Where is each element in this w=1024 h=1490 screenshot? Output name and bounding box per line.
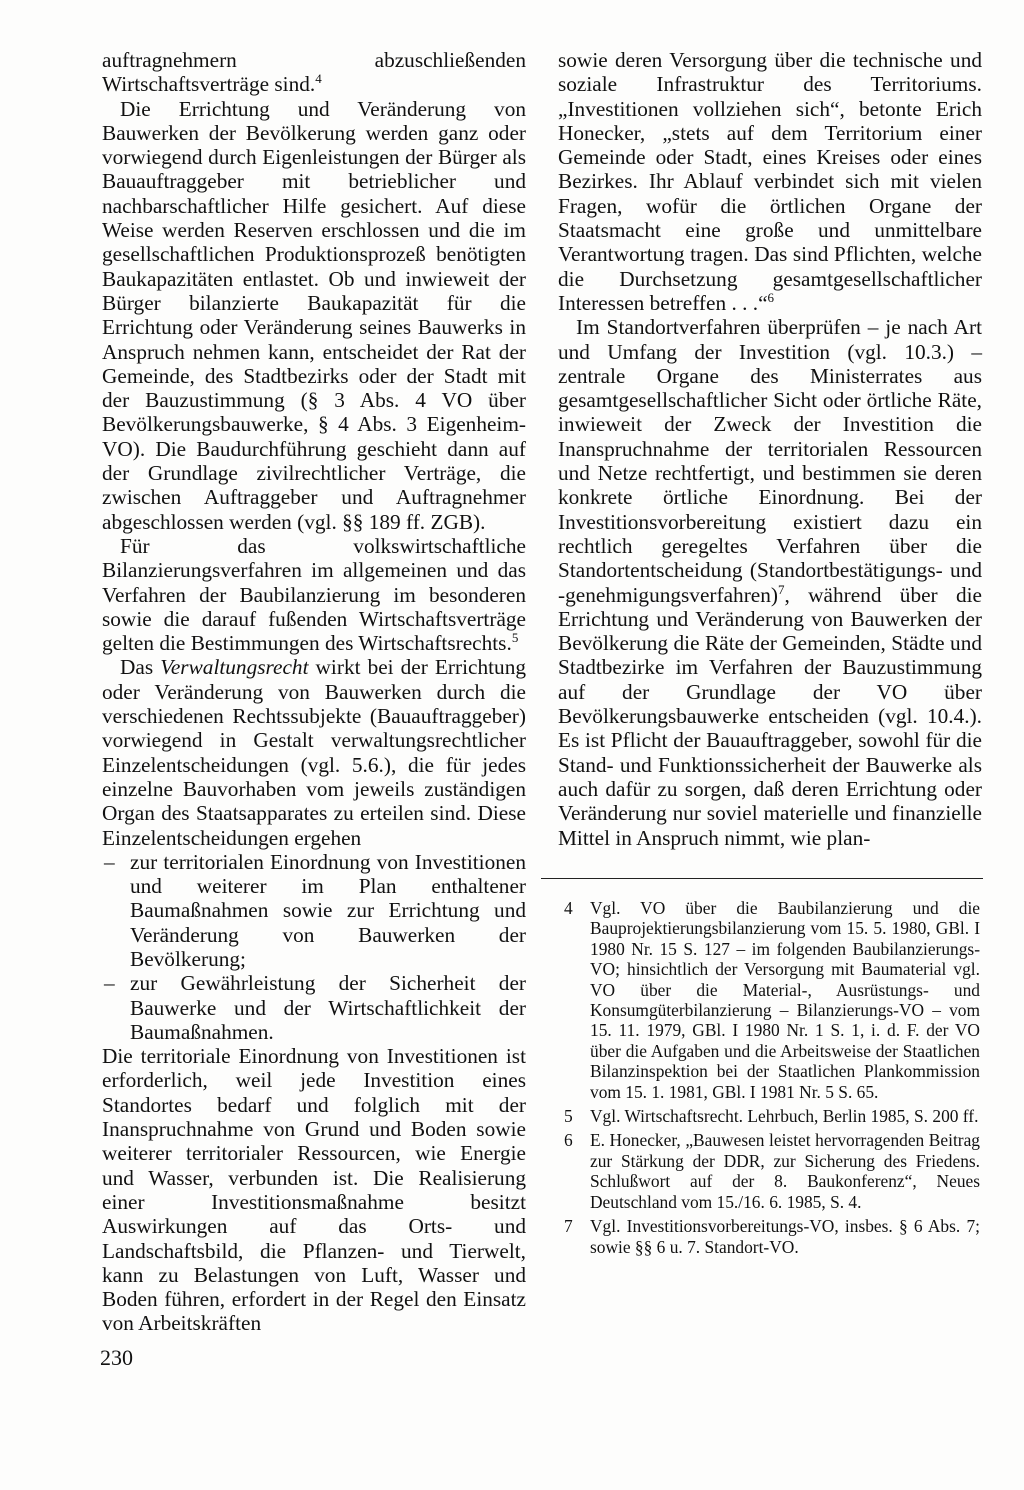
footnote-ref[interactable]: 6 (767, 289, 775, 305)
footnotes (564, 898, 980, 1261)
list-item (102, 850, 526, 971)
footnote-text: Vgl. VO über die Baubilanzierung und die Bauprojektierungsbilanzierung vom 15. 5. 1980, GBl. I 1980 Nr. 15 S. 127 – im folgenden Baubilanzierungs-VO; hinsichtlich der Versorgung mit Baumaterial vgl. VO über die Material-, Ausrüstungs- und Konsumgüterbilanzierung – Bilanzierungs-VO – vom 15. 11. 1979, GBl. I 1980 Nr. 1 S. 1, i. d. F. der VO über die Aufgaben und die Arbeitsweise der Staatlichen Bilanzinspektion bei der Staatlichen Plankommission vom 15. 1. 1981, GBl. I 1981 Nr. 5 S. 65. (590, 898, 980, 1102)
footnote-number: 6 (564, 1130, 573, 1151)
list-item-text: zur territorialen Einordnung von Investitionen und weiterer im Plan enthaltener Baumaßnahmen sowie zur Errichtung und Veränderung von Bauwerken der Bevölkerung; (130, 849, 526, 971)
dash-bullet: – (104, 849, 115, 874)
paragraph (102, 48, 526, 97)
paragraph (558, 315, 982, 850)
footnote-text: Vgl. Investitionsvorbereitungs-VO, insbes. § 6 Abs. 7; sowie §§ 6 u. 7. Standort-VO. (590, 1216, 980, 1257)
paragraph-text: Für das volkswirtschaftliche Bilanzierungsverfahren im allgemeinen und das Verfahren der Baubilanzierung im besonderen sowie die darauf fußenden Wirtschaftsverträge gelten die Bestimmungen des Wirtschaftsrechts. (102, 533, 526, 656)
footnote-text: Vgl. Wirtschaftsrecht. Lehrbuch, Berlin 1985, S. 200 ff. (590, 1106, 979, 1127)
left-column (102, 48, 526, 1336)
footnote-ref[interactable]: 5 (511, 630, 519, 646)
list-item (102, 971, 526, 1044)
paragraph-text: Im Standortverfahren überprüfen – je nach Art und Umfang der Investition (vgl. 10.3.) – zentrale Organe des Ministerrates aus gesamtgesellschaftlicher Sicht oder örtliche Räte, inwieweit der Zweck der Investition die Inanspruchnahme der territorialen Ressourcen und Netze rechtfertigt, und bestimmen sie deren konkrete örtliche Einordnung. Bei der Investitionsvorbereitung existiert dazu ein rechtlich geregeltes Verfahren über die Standortentscheidung (Standortbestätigungs- und -genehmigungsverfahren) (558, 315, 982, 607)
footnote (564, 1130, 980, 1212)
page-number: 230 (100, 1345, 133, 1370)
paragraph (558, 48, 982, 315)
paragraph: Die territoriale Einordnung von Investitionen ist erforderlich, weil jede Investition eines Standortes bedarf und folglich mit der Inanspruchnahme von Grund und Boden sowie weiterer territorialer Ressourcen, wie Energie und Wasser, verbunden ist. Die Realisierung einer Investitionsmaßnahme besitzt Auswirkungen auf das Orts- und Landschaftsbild, die Pflanzen- und Tierwelt, kann zu Belastungen von Luft, Wasser und Boden führen, erfordert in der Regel den Einsatz von Arbeitskräften (102, 1044, 526, 1336)
footnote (564, 898, 980, 1102)
dash-list (102, 850, 526, 1044)
footnote-text: E. Honecker, „Bauwesen leistet hervorragenden Beitrag zur Stärkung der DDR, zur Sicherung des Friedens. Schlußwort auf der 8. Baukonferenz“, Neues Deutschland vom 15./16. 6. 1985, S. 4. (590, 1130, 980, 1212)
footnote (564, 1216, 980, 1257)
footnote-separator (541, 878, 983, 879)
italic-term: Verwaltungsrecht (160, 655, 309, 680)
paragraph-text: sowie deren Versorgung über die technische und soziale Infrastruktur des Territoriums. „Investitionen vollziehen sich“, betonte Erich Honecker, „stets auf dem Territorium einer Gemeinde oder Stadt, eines Kreises oder eines Bezirkes. Ihr Ablauf verbindet sich mit vielen Fragen, wofür die örtlichen Organe der Staatsmacht eine große und unmittelbare Verantwortung tragen. Das sind Pflichten, welche die Durchsetzung gesamtgesellschaftlicher Interessen betreffen . . .“ (558, 48, 982, 315)
footnote-number: 5 (564, 1106, 573, 1127)
footnote-number: 4 (564, 898, 573, 918)
footnote-ref[interactable]: 4 (315, 71, 322, 87)
paragraph (102, 534, 526, 655)
footnote-number: 7 (564, 1216, 573, 1237)
dash-bullet: – (104, 971, 115, 996)
paragraph-text: wirkt bei der Errichtung oder Veränderung von Bauwerken durch die verschiedenen Rechtssubjekte (Bauauftraggeber) vorwiegend in Gestalt verwaltungsrechtlicher Einzelentscheidungen (vgl. 5.6.), die für jedes einzelne Bauvorhaben vom jeweils zuständigen Organ des Staatsapparates zu erteilen sind. Diese Einzelentscheidungen ergehen (102, 655, 526, 850)
paragraph-text: , während über die Errichtung und Veränderung von Bauwerken der Bevölkerung die Räte der Gemeinden, Städte und Stadtbezirke im Verfahren der Bauzustimmung auf der Grundlage der VO über Bevölkerungsbauwerke entscheiden (vgl. 10.4.). Es ist Pflicht der Bauauftraggeber, sowohl für die Stand- und Funktionssicherheit der Bauwerke als auch dafür zu sorgen, daß deren Errichtung oder Veränderung nur soviel materielle und finanzielle Mittel in Anspruch nimmt, wie plan- (558, 582, 982, 850)
paragraph: Die Errichtung und Veränderung von Bauwerken der Bevölkerung werden ganz oder vorwiegend durch Eigenleistungen der Bürger als Bauauftraggeber mit betrieblicher und nachbarschaftlicher Hilfe gesichert. Auf diese Weise werden Reserven erschlossen und die im gesellschaftlichen Produktionsprozeß benötigten Baukapazitäten entlastet. Ob und inwieweit der Bürger bilanzierte Baukapazität für die Errichtung oder Veränderung seines Bauwerks in Anspruch nehmen kann, entscheidet der Rat der Gemeinde, des Stadtbezirks oder der Stadt mit der Bauzustimmung (§ 3 Abs. 4 VO über Bevölkerungsbauwerke, § 4 Abs. 3 Eigenheim-VO). Die Baudurchführung geschieht dann auf der Grundlage zivilrechtlicher Verträge, die zwischen Auftraggeber und Auftragnehmer abgeschlossen werden (vgl. §§ 189 ff. ZGB). (102, 96, 526, 534)
paragraph-text: auftragnehmern abzuschließenden Wirtschaftsverträge sind. (102, 48, 526, 97)
list-item-text: zur Gewährleistung der Sicherheit der Bauwerke und der Wirtschaftlichkeit der Baumaßnahmen. (130, 971, 526, 1044)
right-column (558, 48, 982, 850)
paragraph (102, 655, 526, 849)
footnote-ref[interactable]: 7 (777, 581, 785, 597)
footnote (564, 1106, 980, 1126)
paragraph-text: Das (120, 655, 161, 680)
